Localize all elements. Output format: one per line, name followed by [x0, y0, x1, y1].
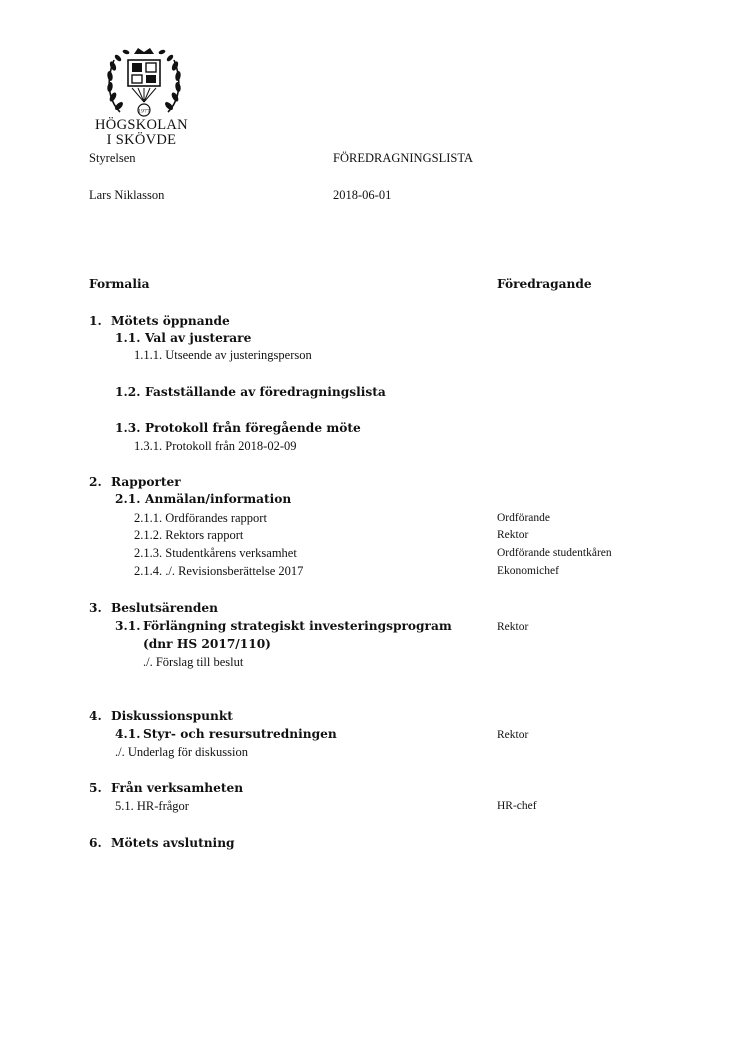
agenda-item-number: 3. [89, 601, 102, 615]
agenda-item-number: 6. [89, 836, 102, 850]
agenda-item-1-1-1: 1.1.1. Utseende av justeringsperson [134, 348, 312, 362]
agenda-item-title: Mötets avslutning [111, 836, 235, 850]
agenda-item-4 [89, 709, 233, 723]
agenda-item-1-2 [115, 385, 386, 399]
presenter-2-1-1: Ordförande [497, 512, 551, 524]
agenda-item-2-1-3: 2.1.3. Studentkårens verksamhet [134, 546, 297, 560]
agenda-item-title: Val av justerare [145, 331, 252, 345]
university-name [89, 118, 194, 148]
board-name: Styrelsen [89, 151, 136, 165]
agenda-item-number: 1.1. [115, 331, 141, 345]
agenda-item-number: 4.1. [115, 727, 141, 741]
column-heading-presenter: Föredragande [497, 277, 592, 291]
agenda-item-3-1-title-cont: (dnr HS 2017/110) [143, 637, 271, 651]
agenda-item-2-1-1: 2.1.1. Ordförandes rapport [134, 511, 267, 525]
presenter-5-1: HR-chef [497, 800, 537, 812]
agenda-item-title: Anmälan/information [145, 492, 292, 506]
agenda-item-number: 5. [89, 781, 102, 795]
university-name-line2: I SKÖVDE [106, 132, 177, 148]
agenda-item-title: Förlängning strategiskt investeringsprogram [143, 619, 452, 633]
agenda-item-title: Fastställande av föredragningslista [145, 385, 386, 399]
agenda-item-number: 2. [89, 475, 102, 489]
agenda-item-title: Protokoll från föregående möte [145, 421, 361, 435]
agenda-item-3-1-attachment: ./. Förslag till beslut [143, 655, 244, 669]
document-date: 2018-06-01 [333, 188, 392, 202]
agenda-item-4-1-attachment: ./. Underlag för diskussion [115, 745, 248, 759]
presenter-2-1-2: Rektor [497, 529, 529, 541]
agenda-item-number: 1.2. [115, 385, 141, 399]
agenda-item-2-1-2: 2.1.2. Rektors rapport [134, 528, 244, 542]
agenda-item-number: 4. [89, 709, 102, 723]
agenda-item-number: 1. [89, 314, 102, 328]
presenter-3-1: Rektor [497, 621, 529, 633]
agenda-item-1-3-1: 1.3.1. Protokoll från 2018-02-09 [134, 439, 297, 453]
column-heading-formalia: Formalia [89, 277, 150, 291]
agenda-item-1 [89, 314, 230, 328]
agenda-item-4-1 [115, 727, 337, 741]
agenda-item-3-1 [115, 619, 452, 633]
seal-year: 1977 [138, 109, 150, 115]
agenda-item-6 [89, 836, 235, 850]
agenda-item-1-1 [115, 331, 251, 345]
university-seal-logo [104, 44, 184, 122]
agenda-item-number: 1.3. [115, 421, 141, 435]
agenda-item-title: Diskussionspunkt [111, 709, 233, 723]
agenda-item-3 [89, 601, 218, 615]
author-name: Lars Niklasson [89, 188, 165, 202]
agenda-item-5-1: 5.1. HR-frågor [115, 799, 189, 813]
agenda-item-title: Beslutsärenden [111, 601, 218, 615]
agenda-item-1-3 [115, 421, 361, 435]
agenda-item-title: Mötets öppnande [111, 314, 230, 328]
agenda-item-title: Styr- och resursutredningen [143, 727, 337, 741]
agenda-item-2 [89, 475, 181, 489]
agenda-item-number: 2.1. [115, 492, 141, 506]
agenda-item-2-1-4: 2.1.4. ./. Revisionsberättelse 2017 [134, 564, 304, 578]
agenda-item-number: 3.1. [115, 619, 141, 633]
document-type: FÖREDRAGNINGSLISTA [333, 151, 473, 165]
agenda-item-title: Från verksamheten [111, 781, 244, 795]
presenter-4-1: Rektor [497, 729, 529, 741]
agenda-item-title: Rapporter [111, 475, 181, 489]
agenda-item-2-1 [115, 492, 291, 506]
agenda-item-5 [89, 781, 243, 795]
presenter-2-1-3: Ordförande studentkåren [497, 547, 612, 559]
presenter-2-1-4: Ekonomichef [497, 565, 559, 577]
university-name-line1: HÖGSKOLAN [95, 117, 188, 133]
